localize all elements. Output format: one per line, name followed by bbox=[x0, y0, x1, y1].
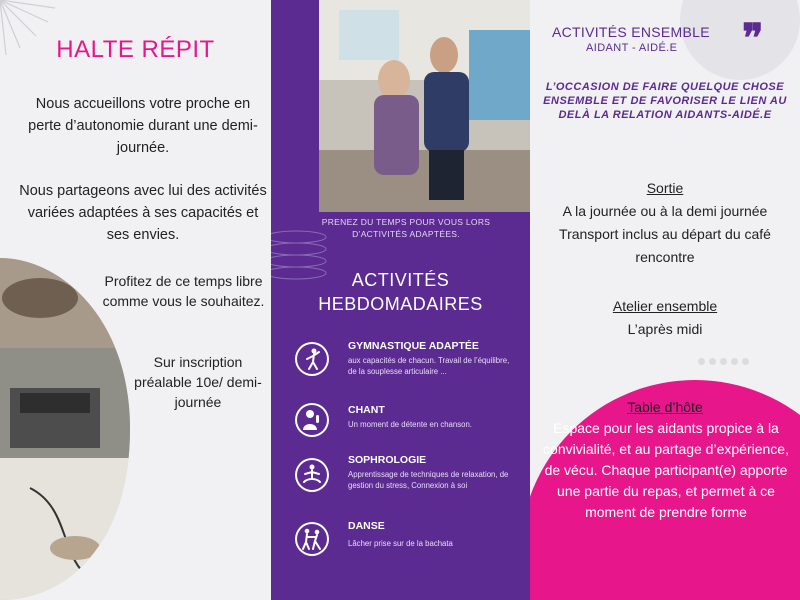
page-title: HALTE RÉPIT bbox=[56, 36, 215, 63]
free-time-text: Profitez de ce temps libre comme vous le souhaitez. bbox=[102, 273, 265, 309]
atelier-heading: Atelier ensemble bbox=[612, 298, 718, 314]
decorative-circle bbox=[680, 0, 800, 90]
intro-paragraph: Nous accueillons votre proche en perte d’autonomie durant une demi- journée. bbox=[28, 96, 258, 156]
atelier-text: L’après midi bbox=[627, 321, 703, 337]
sortie-text: A la journée ou à la demi journée Transport inclus au départ du café rencontre bbox=[559, 203, 771, 265]
together-tagline: L’OCCASION DE FAIRE QUELQUE CHOSE ENSEMBLE ET DE FAVORISER LE LIEN AU DELÀ LA RELATION AIDANTS-AIDÉ.E bbox=[543, 81, 787, 121]
left-panel bbox=[0, 0, 271, 600]
together-subtitle: AIDANT - AIDÉ.E bbox=[586, 42, 678, 54]
right-panel bbox=[530, 0, 800, 600]
together-title: ACTIVITÉS ENSEMBLE bbox=[552, 24, 710, 40]
table-hote-heading: Table d’hôte bbox=[627, 399, 703, 415]
dance-icon bbox=[295, 522, 329, 556]
registration-text: Sur inscription préalable 10e/ demi-journée bbox=[134, 354, 262, 410]
gymnastics-icon bbox=[295, 342, 329, 376]
pagination-dots bbox=[698, 352, 753, 370]
sortie-heading: Sortie bbox=[646, 180, 684, 196]
table-hote-text: Espace pour les aidants propice à la convivialité, et au partage d’expérience, de vécu. Chaque participant(e) apporte une partie du repas, et permet à ce moment de prendre forme bbox=[543, 420, 789, 520]
photo-caption: PRENEZ DU TEMPS POUR VOUS LORS D’ACTIVITÉS ADAPTÉES. bbox=[321, 217, 491, 239]
quote-icon: ❞ bbox=[742, 15, 764, 62]
meditation-icon bbox=[295, 458, 329, 492]
activities-paragraph: Nous partageons avec lui des activités variées adaptées à ses capacités et ses envies. bbox=[19, 183, 267, 243]
dance-photo bbox=[319, 0, 530, 212]
weekly-activities-heading: ACTIVITÉS HEBDOMADAIRES bbox=[318, 270, 483, 314]
singing-icon bbox=[295, 403, 329, 437]
middle-panel: PRENEZ DU TEMPS POUR VOUS LORS D’ACTIVITÉS ADAPTÉES. ACTIVITÉS HEBDOMADAIRES GYMNASTIQUE ADAPTÉE aux capacités de chacun. Travail de l’équilibre, de la souplesse articulaire ... CHANT Un moment de détente en chanson. SOPHROLOGIE Apprentissage de techniques de relaxation, de gestion du stress, Connexion à soi DANSE Lâcher prise sur de la bachata bbox=[271, 0, 530, 600]
